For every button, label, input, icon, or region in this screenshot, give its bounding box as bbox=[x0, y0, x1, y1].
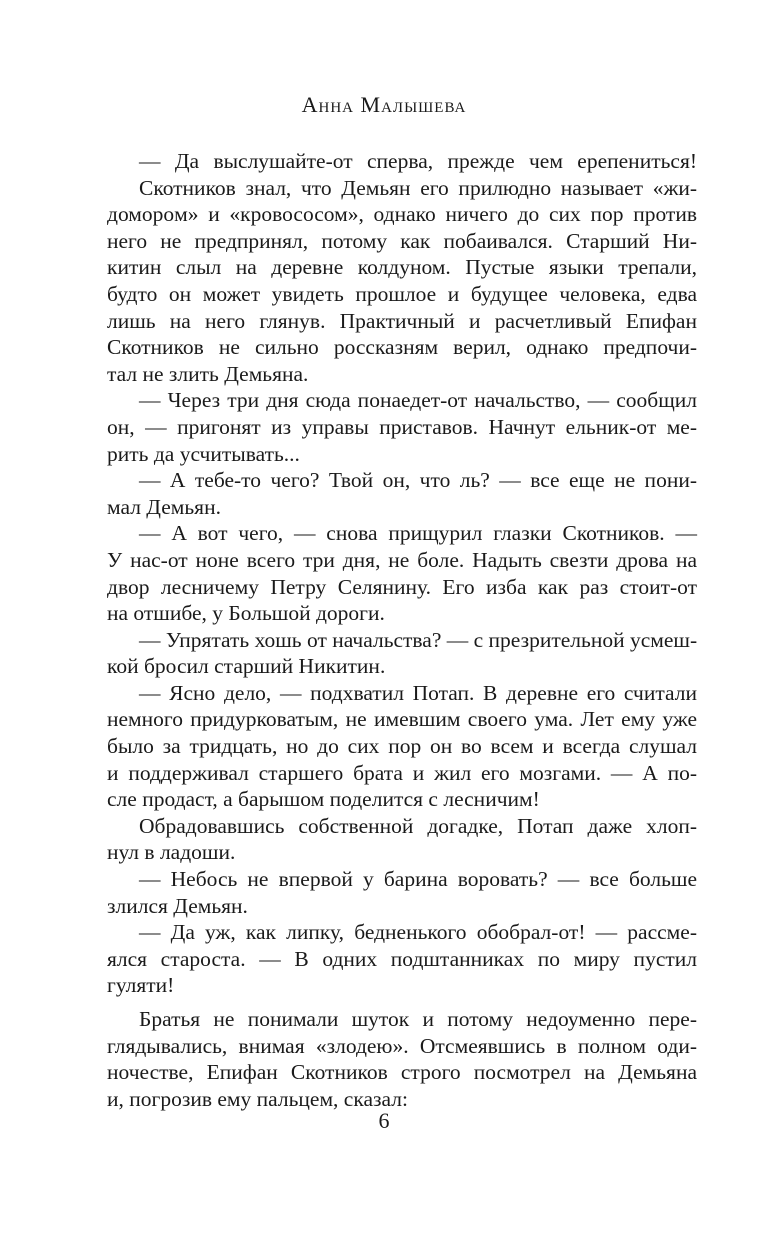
text-line: и поддерживал старшего брата и жил его мозгами. — А по- bbox=[107, 760, 697, 785]
text-line: Скотников знал, что Демьян его прилюдно называет «жи- bbox=[139, 175, 697, 200]
text-line: на отшибе, у Большой дороги. bbox=[107, 601, 385, 626]
text-line: тал не злить Демьяна. bbox=[107, 361, 309, 386]
text-line: — Через три дня сюда понаедет-от начальство, — сообщил bbox=[139, 388, 697, 413]
text-line: ночестве, Епифан Скотников строго посмотрел на Демьяна bbox=[107, 1060, 697, 1085]
text-line: кой бросил старший Никитин. bbox=[107, 654, 386, 679]
page-number: 6 bbox=[378, 1108, 390, 1133]
text-line: будто он может увидеть прошлое и будущее человека, едва bbox=[107, 281, 697, 306]
text-line: У нас-от ноне всего три дня, не боле. Надыть свезти дрова на bbox=[107, 547, 697, 572]
text-line: — Ясно дело, — подхватил Потап. В деревне его считали bbox=[139, 680, 697, 705]
text-line: — А вот чего, — снова прищурил глазки Скотников. — bbox=[139, 521, 697, 546]
text-line: злился Демьян. bbox=[107, 893, 248, 918]
text-line: доморoм» и «кровососом», однако ничего до сих пор против bbox=[107, 202, 697, 227]
text-line: — А тебе-то чего? Твой он, что ль? — все еще не пони- bbox=[139, 468, 697, 493]
text-line: — Да выслушайте-от сперва, прежде чем ерепениться! bbox=[139, 149, 697, 173]
text-line: — Да уж, как липку, бедненького обобрал-от! — рассме- bbox=[139, 920, 697, 945]
text-line: рить да усчитывать... bbox=[107, 441, 300, 466]
text-line: гуляти! bbox=[107, 973, 175, 998]
running-head: Анна Малышева bbox=[301, 92, 467, 117]
text-line: лишь на него глянув. Практичный и расчетливый Епифан bbox=[107, 308, 697, 333]
text-line: двор лесничему Петру Селянину. Его изба как раз стоит-от bbox=[107, 574, 697, 599]
text-line: Обрадовавшись собственной догадке, Потап даже хлоп- bbox=[139, 813, 697, 838]
text-line: сле продаст, а барышом поделится с лесничим! bbox=[107, 787, 540, 812]
text-line: ялся староста. — В одних подштанниках по миру пустил bbox=[107, 946, 697, 971]
text-line: Скотников не сильно россказням верил, однако предпочи- bbox=[107, 335, 697, 360]
text-line: немного придурковатым, не имевшим своего ума. Лет ему уже bbox=[107, 707, 697, 732]
text-line: Братья не понимали шуток и потому недоуменно пере- bbox=[139, 1007, 697, 1031]
text-line: было за тридцать, но до сих пор он во всем и всегда слушал bbox=[107, 734, 697, 759]
text-line: нул в ладоши. bbox=[107, 840, 236, 865]
text-line: и, погрозив ему пальцем, сказал: bbox=[107, 1086, 408, 1111]
text-line: он, — пригонят из управы приставов. Начнут ельник-от ме- bbox=[107, 414, 697, 439]
body-text bbox=[107, 148, 697, 1112]
text-line: него не предпринял, потому как побаивался. Старший Ни- bbox=[107, 228, 697, 253]
text-line: мал Демьян. bbox=[107, 494, 221, 519]
text-line: китин слыл на деревне колдуном. Пустые языки трепали, bbox=[107, 255, 697, 280]
text-line: — Упрятать хошь от начальства? — с презрительной усмеш- bbox=[139, 627, 698, 652]
text-line: — Небось не впервой у барина воровать? — все больше bbox=[139, 867, 697, 892]
text-line: глядывались, внимая «злодею». Отсмеявшись в полном оди- bbox=[107, 1033, 697, 1058]
